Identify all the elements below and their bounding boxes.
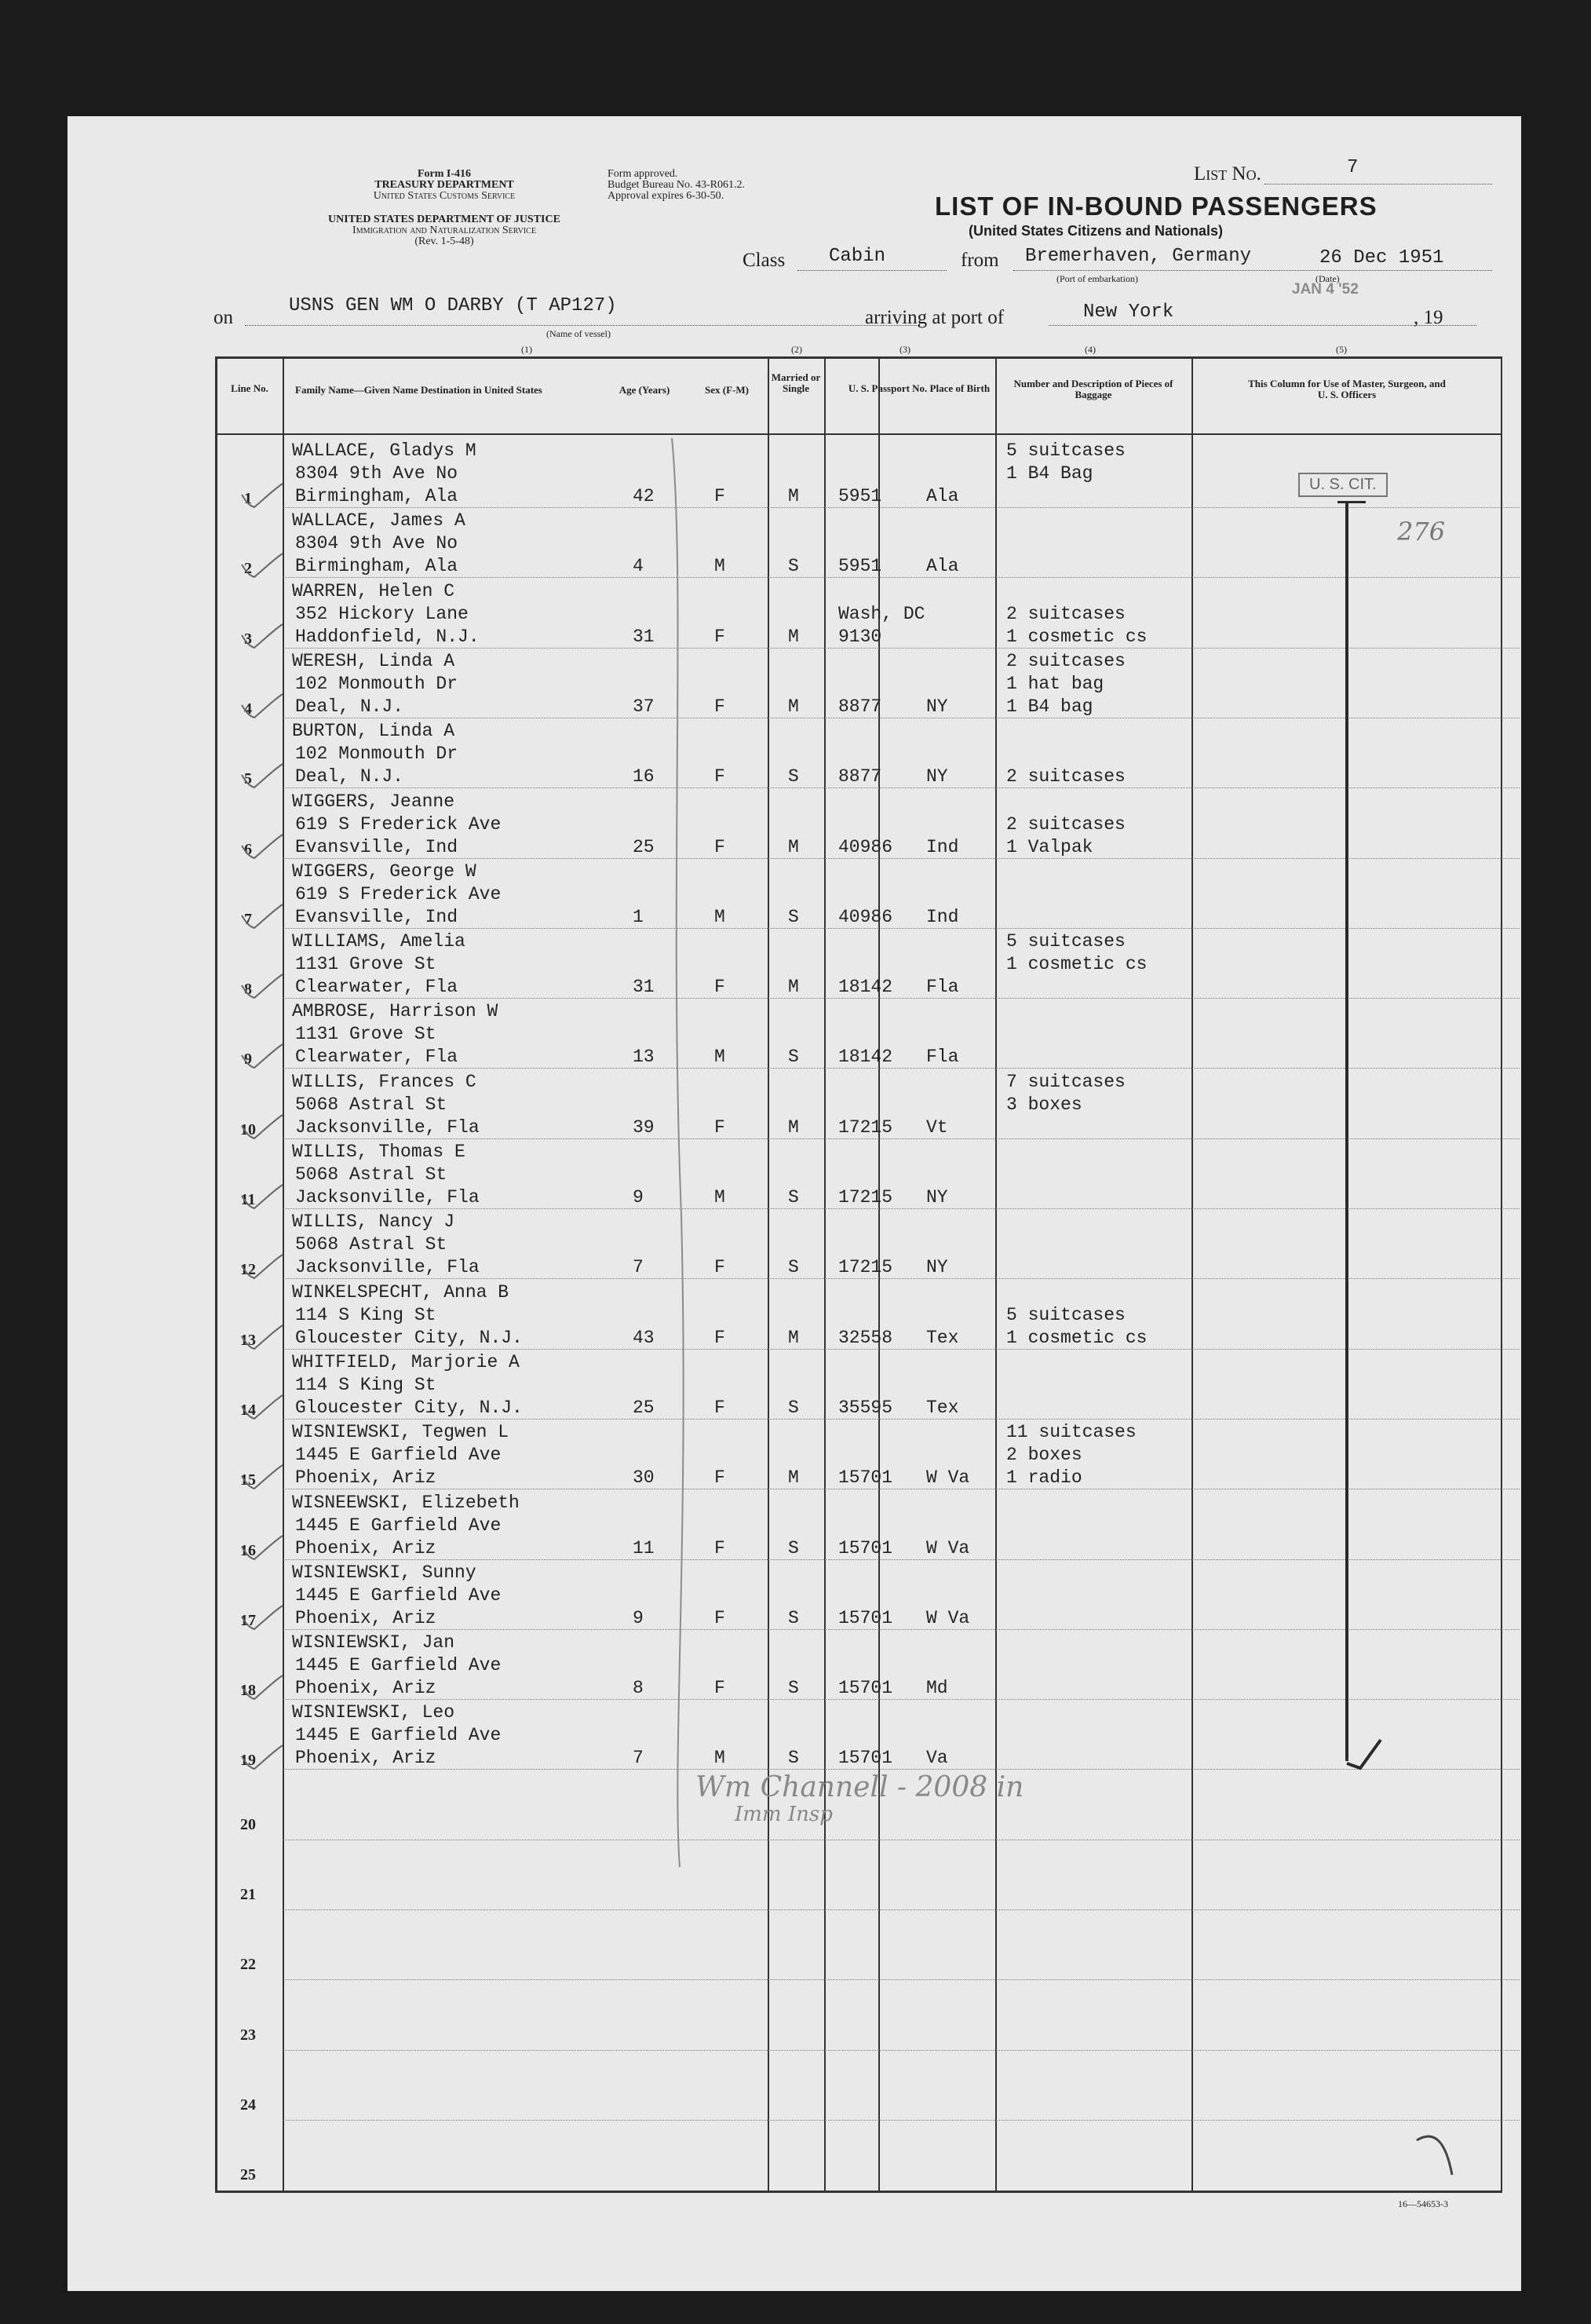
passenger-city: Deal, N.J.	[295, 696, 404, 717]
passenger-marital-status: S	[788, 766, 799, 787]
place-of-birth: NY	[926, 696, 948, 717]
passenger-sex: F	[714, 977, 725, 998]
passenger-age: 8	[633, 1678, 644, 1699]
passenger-sex: M	[714, 556, 725, 577]
baggage-line-2: 1 B4 Bag	[1006, 463, 1093, 484]
passenger-sex: F	[714, 1257, 725, 1278]
passenger-address: 1445 E Garfield Ave	[295, 1584, 502, 1606]
passenger-city: Phoenix, Ariz	[295, 1748, 436, 1769]
line-number: 18	[240, 1682, 256, 1700]
check-mark-icon	[239, 1601, 286, 1632]
check-mark-icon	[239, 970, 286, 1001]
passenger-age: 7	[633, 1257, 644, 1278]
class-label: Class	[743, 250, 786, 271]
line-number: 10	[240, 1120, 256, 1138]
passenger-address: 102 Monmouth Dr	[295, 744, 458, 765]
line-number: 13	[240, 1331, 256, 1349]
passenger-address: 1445 E Garfield Ave	[295, 1655, 502, 1676]
passenger-sex: F	[714, 696, 725, 717]
line-number: 14	[240, 1401, 256, 1419]
passenger-row	[68, 859, 1521, 929]
passenger-address: 1445 E Garfield Ave	[295, 1725, 502, 1746]
baggage-line-2: 1 cosmetic cs	[1006, 954, 1148, 975]
line-number: 5	[244, 770, 252, 788]
passenger-name: WALLACE, James A	[292, 510, 465, 532]
passenger-age: 9	[633, 1187, 644, 1208]
place-of-birth: Va	[926, 1748, 948, 1769]
baggage-line-1: 2 suitcases	[1006, 650, 1126, 671]
list-no-label: List No.	[1194, 163, 1261, 185]
year-label: , 19	[1414, 307, 1443, 328]
passenger-name: WISNIEWSKI, Tegwen L	[292, 1422, 509, 1443]
baggage-line-3: 1 cosmetic cs	[1006, 1327, 1148, 1348]
place-of-birth: Tex	[926, 1327, 959, 1348]
passenger-marital-status: S	[788, 1047, 799, 1068]
passenger-marital-status: S	[788, 1537, 799, 1558]
passenger-sex: F	[714, 1327, 725, 1348]
passenger-sex: F	[714, 626, 725, 647]
passenger-city: Jacksonville, Fla	[295, 1257, 480, 1278]
check-mark-icon	[239, 1671, 286, 1702]
passenger-row	[68, 1139, 1521, 1209]
passport-number: 15701	[838, 1467, 893, 1489]
check-mark-icon	[239, 689, 286, 721]
line-number: 25	[240, 2166, 256, 2184]
list-no-line	[1264, 184, 1492, 185]
passenger-address: 114 S King St	[295, 1304, 436, 1325]
officer-bracket-hook	[1343, 1734, 1390, 1773]
col2-number: (2)	[791, 344, 802, 355]
col-header-sex: Sex (F-M)	[705, 384, 749, 396]
passenger-marital-status: M	[788, 977, 799, 998]
revision: (Rev. 1-5-48)	[414, 236, 474, 247]
passport-number: 8877	[838, 766, 882, 787]
passenger-address: 8304 9th Ave No	[295, 463, 458, 484]
passenger-address: 1131 Grove St	[295, 1024, 436, 1045]
check-mark-icon	[239, 1110, 286, 1142]
passenger-address: 5068 Astral St	[295, 1094, 447, 1115]
col-header-baggage: Number and Description of Pieces of Baggage	[1013, 378, 1173, 400]
passenger-age: 9	[633, 1607, 644, 1628]
passenger-name: WILLIAMS, Amelia	[292, 931, 465, 952]
passenger-age: 13	[633, 1047, 655, 1068]
passport-number: 17215	[838, 1116, 893, 1138]
line-number: 2	[244, 560, 252, 578]
treasury-dept: TREASURY DEPARTMENT	[374, 179, 514, 191]
customs-service: United States Customs Service	[373, 190, 516, 202]
passport-number: 17215	[838, 1257, 893, 1278]
passenger-marital-status: S	[788, 1257, 799, 1278]
place-of-birth: W Va	[926, 1537, 970, 1558]
passenger-city: Phoenix, Ariz	[295, 1537, 436, 1558]
passenger-sex: F	[714, 1678, 725, 1699]
line-number: 20	[240, 1815, 256, 1833]
passenger-city: Evansville, Ind	[295, 906, 458, 927]
passport-number: 5951	[838, 486, 882, 506]
check-mark-icon	[239, 479, 286, 510]
table-top-border	[215, 356, 1502, 359]
passenger-city: Jacksonville, Fla	[295, 1187, 480, 1208]
passenger-age: 31	[633, 977, 655, 998]
officer-bracket-line	[1345, 501, 1348, 1761]
place-of-birth: W Va	[926, 1467, 970, 1489]
place-of-birth: Vt	[926, 1116, 948, 1138]
date-caption: (Date)	[1315, 273, 1340, 284]
passport-number: 32558	[838, 1327, 893, 1348]
baggage-line-2: 5 suitcases	[1006, 1304, 1126, 1325]
line-number: 8	[244, 981, 252, 999]
passenger-city: Evansville, Ind	[295, 836, 458, 857]
line-number: 12	[240, 1261, 256, 1279]
passenger-name: WILLIS, Thomas E	[292, 1142, 465, 1162]
received-date-stamp: JAN 4 '52	[1292, 281, 1359, 298]
check-mark-icon	[239, 1180, 286, 1211]
passenger-row	[68, 1490, 1521, 1560]
officer-bracket-top	[1337, 501, 1366, 503]
line-number: 21	[240, 1886, 256, 1903]
passenger-name: WHITFIELD, Marjorie A	[292, 1351, 520, 1372]
check-mark-icon	[239, 1250, 286, 1281]
passenger-row	[68, 1700, 1521, 1770]
passenger-row	[68, 1420, 1521, 1489]
check-mark-icon	[239, 1741, 286, 1772]
passenger-age: 43	[633, 1327, 655, 1348]
place-of-birth: NY	[926, 766, 948, 787]
passenger-age: 7	[633, 1748, 644, 1769]
line-number: 1	[244, 490, 252, 507]
passport-number: 40986	[838, 836, 893, 857]
line-number: 23	[240, 2026, 256, 2044]
baggage-line-1: 7 suitcases	[1006, 1071, 1126, 1092]
header-bottom-border	[215, 433, 1502, 435]
place-of-birth: Ala	[926, 556, 959, 577]
passenger-sex: F	[714, 766, 725, 787]
list-no-value: 7	[1347, 157, 1359, 178]
passport-number: 40986	[838, 906, 893, 927]
passenger-city: Gloucester City, N.J.	[295, 1327, 523, 1348]
place-of-birth: W Va	[926, 1607, 970, 1628]
passenger-sex: F	[714, 1397, 725, 1418]
place-of-birth: Ind	[926, 906, 959, 927]
passenger-name: WISNIEWSKI, Jan	[292, 1632, 455, 1653]
passenger-name: WARREN, Helen C	[292, 580, 455, 601]
place-of-birth: Tex	[926, 1397, 959, 1418]
pencil-bracket	[664, 430, 695, 1875]
class-line	[797, 270, 947, 271]
passenger-marital-status: M	[788, 1116, 799, 1138]
table-bottom-border	[215, 2191, 1502, 2193]
line-number: 7	[244, 910, 252, 928]
col-header-married: Married or Single	[771, 371, 821, 394]
line-number: 11	[240, 1191, 256, 1208]
date-value: 26 Dec 1951	[1319, 247, 1444, 269]
passenger-address: 8304 9th Ave No	[295, 533, 458, 554]
passenger-name: WALLACE, Gladys M	[292, 440, 476, 461]
passenger-name: WISNIEWSKI, Sunny	[292, 1562, 476, 1583]
passenger-marital-status: S	[788, 1678, 799, 1699]
line-number: 16	[240, 1541, 256, 1559]
passport-number: 15701	[838, 1678, 893, 1699]
line-number: 24	[240, 2096, 256, 2114]
passenger-age: 1	[633, 906, 644, 927]
passenger-row	[68, 508, 1521, 578]
place-of-birth: 9130	[838, 626, 882, 647]
baggage-line-1: 11 suitcases	[1006, 1422, 1137, 1443]
empty-row	[68, 1910, 1521, 1980]
col-header-name: Family Name—Given Name Destination in United States	[295, 384, 542, 396]
passenger-marital-status: M	[788, 486, 799, 506]
passenger-row	[68, 1069, 1521, 1139]
passenger-name: WISNIEWSKI, Leo	[292, 1702, 455, 1723]
passport-number: 8877	[838, 696, 882, 717]
form-approved: Form approved.	[608, 168, 678, 180]
place-of-birth: NY	[926, 1187, 948, 1208]
passenger-age: 31	[633, 626, 655, 647]
passenger-age: 42	[633, 486, 655, 506]
col-header-passport: U. S. Passport No. Place of Birth	[848, 382, 991, 394]
passenger-name: AMBROSE, Harrison W	[292, 1001, 498, 1022]
line-number: 17	[240, 1611, 256, 1629]
passenger-age: 16	[633, 766, 655, 787]
passenger-address: 619 S Frederick Ave	[295, 813, 502, 835]
passenger-row	[68, 1280, 1521, 1350]
passenger-sex: F	[714, 1467, 725, 1489]
line-number: 19	[240, 1752, 256, 1770]
passenger-row	[68, 1350, 1521, 1420]
inspector-title: Imm Insp	[735, 1803, 833, 1826]
passenger-city: Phoenix, Ariz	[295, 1467, 436, 1489]
place-of-birth: Ind	[926, 836, 959, 857]
page-subtitle: (United States Citizens and Nationals)	[969, 223, 1224, 239]
passenger-address: 102 Monmouth Dr	[295, 673, 458, 694]
passport-number: 15701	[838, 1607, 893, 1628]
line-number: 6	[244, 840, 252, 858]
passenger-age: 30	[633, 1467, 655, 1489]
passenger-city: Haddonfield, N.J.	[295, 626, 480, 647]
baggage-line-3: 2 suitcases	[1006, 766, 1126, 787]
baggage-line-2: 2 boxes	[1006, 1445, 1082, 1466]
passenger-address: 114 S King St	[295, 1374, 436, 1395]
baggage-line-2: 1 hat bag	[1006, 673, 1104, 694]
check-mark-icon	[239, 1390, 286, 1422]
passenger-name: WISNEEWSKI, Elizebeth	[292, 1492, 520, 1513]
passenger-manifest-page	[68, 116, 1521, 2291]
passenger-city: Deal, N.J.	[295, 766, 404, 787]
passenger-marital-status: M	[788, 1467, 799, 1489]
passenger-marital-status: S	[788, 1187, 799, 1208]
passenger-row	[68, 1630, 1521, 1700]
baggage-line-3: 1 radio	[1006, 1467, 1082, 1489]
passenger-sex: F	[714, 1537, 725, 1558]
passport-number: 15701	[838, 1537, 893, 1558]
col4-number: (4)	[1085, 344, 1096, 355]
check-mark-icon	[239, 759, 286, 791]
budget-bureau: Budget Bureau No. 43-R061.2.	[608, 179, 745, 191]
passenger-name: WILLIS, Nancy J	[292, 1211, 455, 1233]
arriving-line	[1049, 325, 1476, 326]
arriving-label: arriving at port of	[865, 307, 1005, 328]
passenger-marital-status: M	[788, 626, 799, 647]
passenger-sex: M	[714, 1748, 725, 1769]
passenger-marital-status: S	[788, 1748, 799, 1769]
check-mark-icon	[239, 619, 286, 651]
line-number: 3	[244, 630, 252, 648]
passenger-city: Birmingham, Ala	[295, 556, 458, 577]
from-label: from	[961, 250, 999, 271]
passenger-name: BURTON, Linda A	[292, 721, 455, 742]
footer-code: 16—54653-3	[1398, 2198, 1448, 2209]
place-of-birth: Ala	[926, 486, 959, 506]
passenger-sex: M	[714, 1187, 725, 1208]
empty-row	[68, 2121, 1521, 2191]
check-mark-icon	[239, 830, 286, 861]
form-number: Form I-416	[417, 168, 472, 180]
place-of-birth: Md	[926, 1678, 948, 1699]
col1-number: (1)	[521, 344, 532, 355]
passenger-address: 619 S Frederick Ave	[295, 883, 502, 904]
passenger-name: WINKELSPECHT, Anna B	[292, 1281, 509, 1303]
pencil-mark	[1413, 2126, 1460, 2181]
check-mark-icon	[239, 549, 286, 580]
passenger-city: Phoenix, Ariz	[295, 1678, 436, 1699]
class-value: Cabin	[829, 246, 886, 267]
passenger-sex: F	[714, 486, 725, 506]
passenger-age: 37	[633, 696, 655, 717]
passenger-marital-status: M	[788, 696, 799, 717]
place-of-birth: Fla	[926, 1047, 959, 1068]
col-header-line-no: Line No.	[231, 382, 268, 394]
justice-dept: UNITED STATES DEPARTMENT OF JUSTICE	[328, 214, 560, 225]
passenger-name: WIGGERS, Jeanne	[292, 791, 455, 812]
us-citizen-stamp: U. S. CIT.	[1298, 473, 1388, 497]
check-mark-icon	[239, 1040, 286, 1071]
baggage-line-2: 2 suitcases	[1006, 813, 1126, 835]
passenger-sex: F	[714, 836, 725, 857]
passport-number: 18142	[838, 977, 893, 998]
check-mark-icon	[239, 1531, 286, 1562]
col5-number: (5)	[1336, 344, 1347, 355]
passenger-address: 5068 Astral St	[295, 1234, 447, 1255]
vessel-caption: (Name of vessel)	[546, 328, 611, 339]
passenger-marital-status: S	[788, 906, 799, 927]
passport-number: 18142	[838, 1047, 893, 1068]
handwritten-number: 276	[1397, 517, 1446, 546]
passport-number: 5951	[838, 556, 882, 577]
passenger-sex: F	[714, 1607, 725, 1628]
passenger-address: 5068 Astral St	[295, 1164, 447, 1185]
passport-number: 15701	[838, 1748, 893, 1769]
check-mark-icon	[239, 1321, 286, 1352]
empty-row	[68, 1981, 1521, 2051]
col-header-officers: This Column for Use of Master, Surgeon, and U. S. Officers	[1248, 378, 1446, 400]
passenger-row	[68, 1560, 1521, 1630]
passenger-address: 352 Hickory Lane	[295, 603, 469, 624]
port-caption: (Port of embarkation)	[1056, 273, 1138, 284]
approval-expires: Approval expires 6-30-50.	[608, 190, 724, 202]
passenger-row	[68, 579, 1521, 649]
from-value: Bremerhaven, Germany	[1025, 246, 1252, 267]
passenger-address: 1445 E Garfield Ave	[295, 1445, 502, 1466]
passenger-row	[68, 718, 1521, 788]
passenger-row	[68, 1209, 1521, 1279]
passenger-name: WILLIS, Frances C	[292, 1071, 476, 1092]
passenger-city: Clearwater, Fla	[295, 1047, 458, 1068]
passenger-sex: F	[714, 1116, 725, 1138]
passport-number: 35595	[838, 1397, 893, 1418]
baggage-line-3: 1 Valpak	[1006, 836, 1093, 857]
passenger-row	[68, 649, 1521, 718]
passenger-age: 11	[633, 1537, 655, 1558]
passenger-sex: M	[714, 906, 725, 927]
arriving-value: New York	[1083, 301, 1174, 323]
passenger-age: 39	[633, 1116, 655, 1138]
col3-number: (3)	[899, 344, 910, 355]
passenger-row	[68, 789, 1521, 859]
passenger-age: 25	[633, 836, 655, 857]
passenger-age: 4	[633, 556, 644, 577]
passenger-address: 1131 Grove St	[295, 954, 436, 975]
line-number: 22	[240, 1956, 256, 1974]
passport-number: Wash, DC	[838, 603, 925, 624]
passenger-age: 25	[633, 1397, 655, 1418]
passenger-row	[68, 999, 1521, 1069]
passport-number: 17215	[838, 1187, 893, 1208]
passenger-city: Clearwater, Fla	[295, 977, 458, 998]
baggage-line-1: 5 suitcases	[1006, 931, 1126, 952]
empty-row	[68, 2051, 1521, 2121]
baggage-line-3: 1 B4 bag	[1006, 696, 1093, 717]
from-line	[1013, 270, 1492, 271]
passenger-name: WIGGERS, George W	[292, 861, 476, 882]
passenger-marital-status: M	[788, 836, 799, 857]
passenger-city: Gloucester City, N.J.	[295, 1397, 523, 1418]
passenger-address: 1445 E Garfield Ave	[295, 1515, 502, 1536]
passenger-city: Phoenix, Ariz	[295, 1607, 436, 1628]
passenger-sex: M	[714, 1047, 725, 1068]
check-mark-icon	[239, 1460, 286, 1492]
passenger-city: Jacksonville, Fla	[295, 1116, 480, 1138]
place-of-birth: NY	[926, 1257, 948, 1278]
place-of-birth: Fla	[926, 977, 959, 998]
baggage-line-1: 5 suitcases	[1006, 440, 1126, 461]
passenger-marital-status: S	[788, 1607, 799, 1628]
ins-service: Immigration and Naturalization Service	[352, 225, 536, 236]
passenger-marital-status: S	[788, 556, 799, 577]
check-mark-icon	[239, 900, 286, 931]
line-number: 9	[244, 1051, 252, 1069]
inspector-signature: Wm Channell - 2008 in	[695, 1771, 1024, 1803]
col-header-age: Age (Years)	[619, 384, 670, 396]
line-number: 4	[244, 700, 252, 718]
empty-row	[68, 1840, 1521, 1910]
passenger-marital-status: M	[788, 1327, 799, 1348]
passenger-city: Birmingham, Ala	[295, 486, 458, 506]
page-title: LIST OF IN-BOUND PASSENGERS	[935, 192, 1378, 221]
vessel-line	[245, 325, 920, 326]
on-label: on	[213, 307, 233, 328]
passenger-marital-status: S	[788, 1397, 799, 1418]
passenger-name: WERESH, Linda A	[292, 650, 455, 671]
baggage-line-2: 3 boxes	[1006, 1094, 1082, 1115]
passenger-row	[68, 929, 1521, 999]
baggage-line-2: 2 suitcases	[1006, 603, 1126, 624]
baggage-line-3: 1 cosmetic cs	[1006, 626, 1148, 647]
vessel-value: USNS GEN WM O DARBY (T AP127)	[289, 295, 617, 316]
line-number: 15	[240, 1471, 256, 1489]
